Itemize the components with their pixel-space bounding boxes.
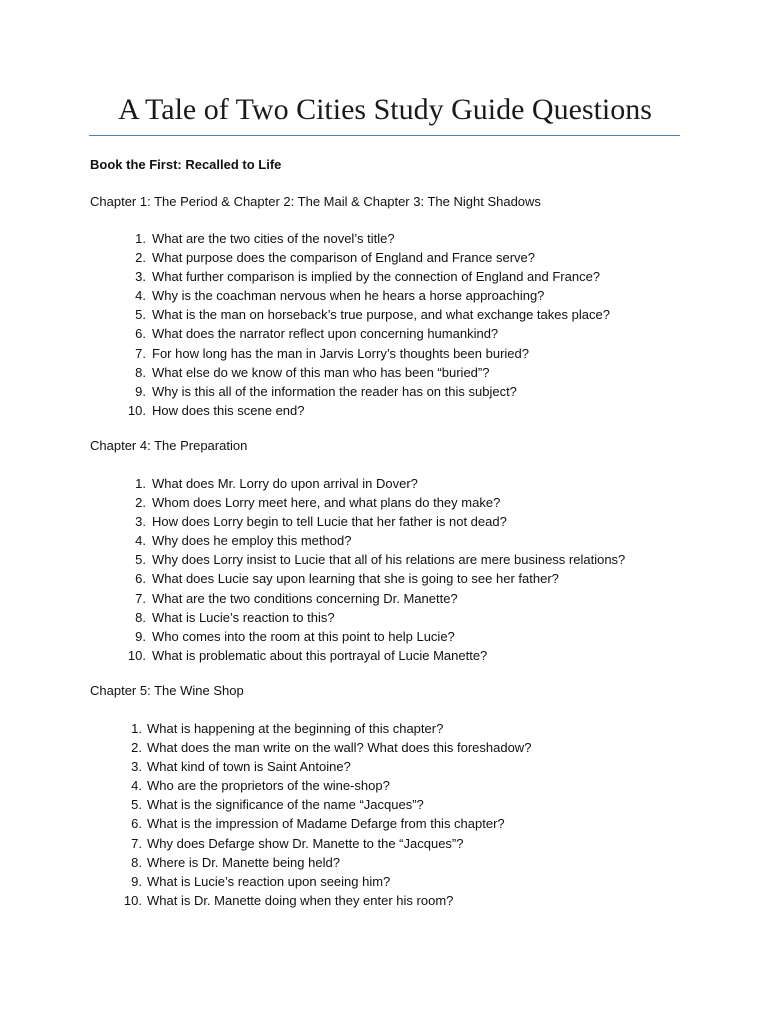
question-text: How does Lorry begin to tell Lucie that her father is not dead? bbox=[152, 514, 507, 530]
question-text: What are the two conditions concerning Dr. Manette? bbox=[152, 590, 458, 606]
question-number: 7. bbox=[131, 835, 142, 851]
question-text: Why does Defarge show Dr. Manette to the “Jacques”? bbox=[147, 835, 464, 851]
question-item bbox=[131, 719, 531, 738]
question-text: What does the man write on the wall? What does this foreshadow? bbox=[147, 740, 532, 756]
question-number: 1. bbox=[135, 231, 146, 246]
question-item bbox=[127, 401, 610, 420]
title-underline bbox=[89, 135, 680, 136]
question-number: 1. bbox=[131, 721, 142, 736]
question-text: What is the impression of Madame Defarge from this chapter? bbox=[147, 816, 505, 832]
question-text: What is Dr. Manette doing when they enter his room? bbox=[147, 892, 454, 908]
document-title: A Tale of Two Cities Study Guide Questions bbox=[118, 93, 652, 126]
chapter-heading: Chapter 1: The Period & Chapter 2: The Mail & Chapter 3: The Night Shadows bbox=[90, 194, 541, 209]
question-number: 6. bbox=[135, 571, 146, 587]
question-number: 9. bbox=[135, 383, 146, 399]
question-text: What kind of town is Saint Antoine? bbox=[147, 759, 351, 775]
question-number: 10. bbox=[127, 647, 146, 663]
question-number: 2. bbox=[135, 250, 146, 266]
question-item bbox=[135, 627, 625, 646]
question-text: What is problematic about this portrayal of Lucie Manette? bbox=[152, 647, 488, 663]
question-item bbox=[131, 795, 531, 814]
question-number: 4. bbox=[135, 533, 146, 549]
question-text: What is Lucie’s reaction to this? bbox=[152, 609, 335, 625]
question-text: What is the man on horseback’s true purpose, and what exchange takes place? bbox=[152, 307, 610, 323]
question-number: 8. bbox=[135, 364, 146, 380]
question-item bbox=[135, 569, 625, 588]
question-item bbox=[135, 512, 625, 531]
question-number: 3. bbox=[131, 759, 142, 775]
question-number: 1. bbox=[135, 476, 146, 491]
question-item bbox=[131, 834, 531, 853]
question-item bbox=[135, 344, 610, 363]
question-number: 5. bbox=[135, 552, 146, 568]
question-text: For how long has the man in Jarvis Lorry’s thoughts been buried? bbox=[152, 345, 529, 361]
question-text: Whom does Lorry meet here, and what plans do they make? bbox=[152, 495, 501, 511]
question-text: Who are the proprietors of the wine-shop? bbox=[147, 778, 390, 794]
question-item bbox=[127, 646, 625, 665]
question-number: 9. bbox=[131, 873, 142, 889]
question-item bbox=[135, 589, 625, 608]
question-number: 8. bbox=[135, 609, 146, 625]
question-number: 4. bbox=[131, 778, 142, 794]
question-item bbox=[135, 286, 610, 305]
question-item bbox=[135, 608, 625, 627]
question-text: Where is Dr. Manette being held? bbox=[147, 854, 340, 870]
question-list bbox=[123, 719, 532, 910]
question-text: Why does he employ this method? bbox=[152, 533, 352, 549]
question-item bbox=[131, 738, 532, 757]
question-item bbox=[135, 493, 625, 512]
question-text: What does Mr. Lorry do upon arrival in Dover? bbox=[152, 476, 418, 491]
question-list bbox=[127, 229, 610, 420]
question-item bbox=[135, 229, 610, 248]
question-text: Who comes into the room at this point to help Lucie? bbox=[152, 628, 455, 644]
question-item bbox=[135, 363, 610, 382]
question-item bbox=[135, 267, 610, 286]
question-list bbox=[127, 474, 626, 665]
question-item bbox=[135, 531, 625, 550]
question-text: What is the significance of the name “Jacques”? bbox=[147, 797, 424, 813]
chapter-heading: Chapter 4: The Preparation bbox=[90, 438, 248, 453]
question-number: 2. bbox=[131, 740, 142, 756]
question-text: What is Lucie’s reaction upon seeing him? bbox=[147, 873, 391, 889]
question-text: What further comparison is implied by the connection of England and France? bbox=[152, 269, 601, 285]
question-number: 5. bbox=[135, 307, 146, 323]
question-item bbox=[135, 474, 625, 493]
question-text: How does this scene end? bbox=[152, 402, 305, 418]
question-number: 3. bbox=[135, 514, 146, 530]
question-item bbox=[123, 891, 531, 910]
question-item bbox=[135, 550, 626, 569]
question-text: What else do we know of this man who has been “buried”? bbox=[152, 364, 490, 380]
question-item bbox=[131, 853, 531, 872]
question-item bbox=[135, 382, 610, 401]
question-text: What purpose does the comparison of England and France serve? bbox=[152, 250, 536, 266]
question-number: 2. bbox=[135, 495, 146, 511]
question-number: 7. bbox=[135, 590, 146, 606]
question-number: 9. bbox=[135, 628, 146, 644]
question-number: 5. bbox=[131, 797, 142, 813]
question-item bbox=[131, 814, 531, 833]
book-heading: Book the First: Recalled to Life bbox=[90, 157, 282, 172]
question-text: What is happening at the beginning of this chapter? bbox=[147, 721, 444, 736]
question-text: What does Lucie say upon learning that she is going to see her father? bbox=[152, 571, 559, 587]
question-item bbox=[135, 305, 610, 324]
question-number: 6. bbox=[131, 816, 142, 832]
question-text: Why is this all of the information the reader has on this subject? bbox=[152, 383, 517, 399]
question-text: What are the two cities of the novel’s title? bbox=[152, 231, 395, 246]
question-item bbox=[135, 248, 610, 267]
question-text: Why does Lorry insist to Lucie that all of his relations are mere business relations? bbox=[152, 552, 626, 568]
question-number: 8. bbox=[131, 854, 142, 870]
question-text: What does the narrator reflect upon concerning humankind? bbox=[152, 326, 499, 342]
question-item bbox=[131, 776, 531, 795]
question-text: Why is the coachman nervous when he hears a horse approaching? bbox=[152, 288, 545, 304]
question-number: 6. bbox=[135, 326, 146, 342]
question-number: 4. bbox=[135, 288, 146, 304]
chapter-heading: Chapter 5: The Wine Shop bbox=[90, 683, 244, 698]
question-item bbox=[131, 872, 531, 891]
question-number: 7. bbox=[135, 345, 146, 361]
question-item bbox=[131, 757, 531, 776]
question-item bbox=[135, 324, 610, 343]
question-number: 10. bbox=[123, 892, 142, 908]
question-number: 10. bbox=[127, 402, 146, 418]
question-number: 3. bbox=[135, 269, 146, 285]
